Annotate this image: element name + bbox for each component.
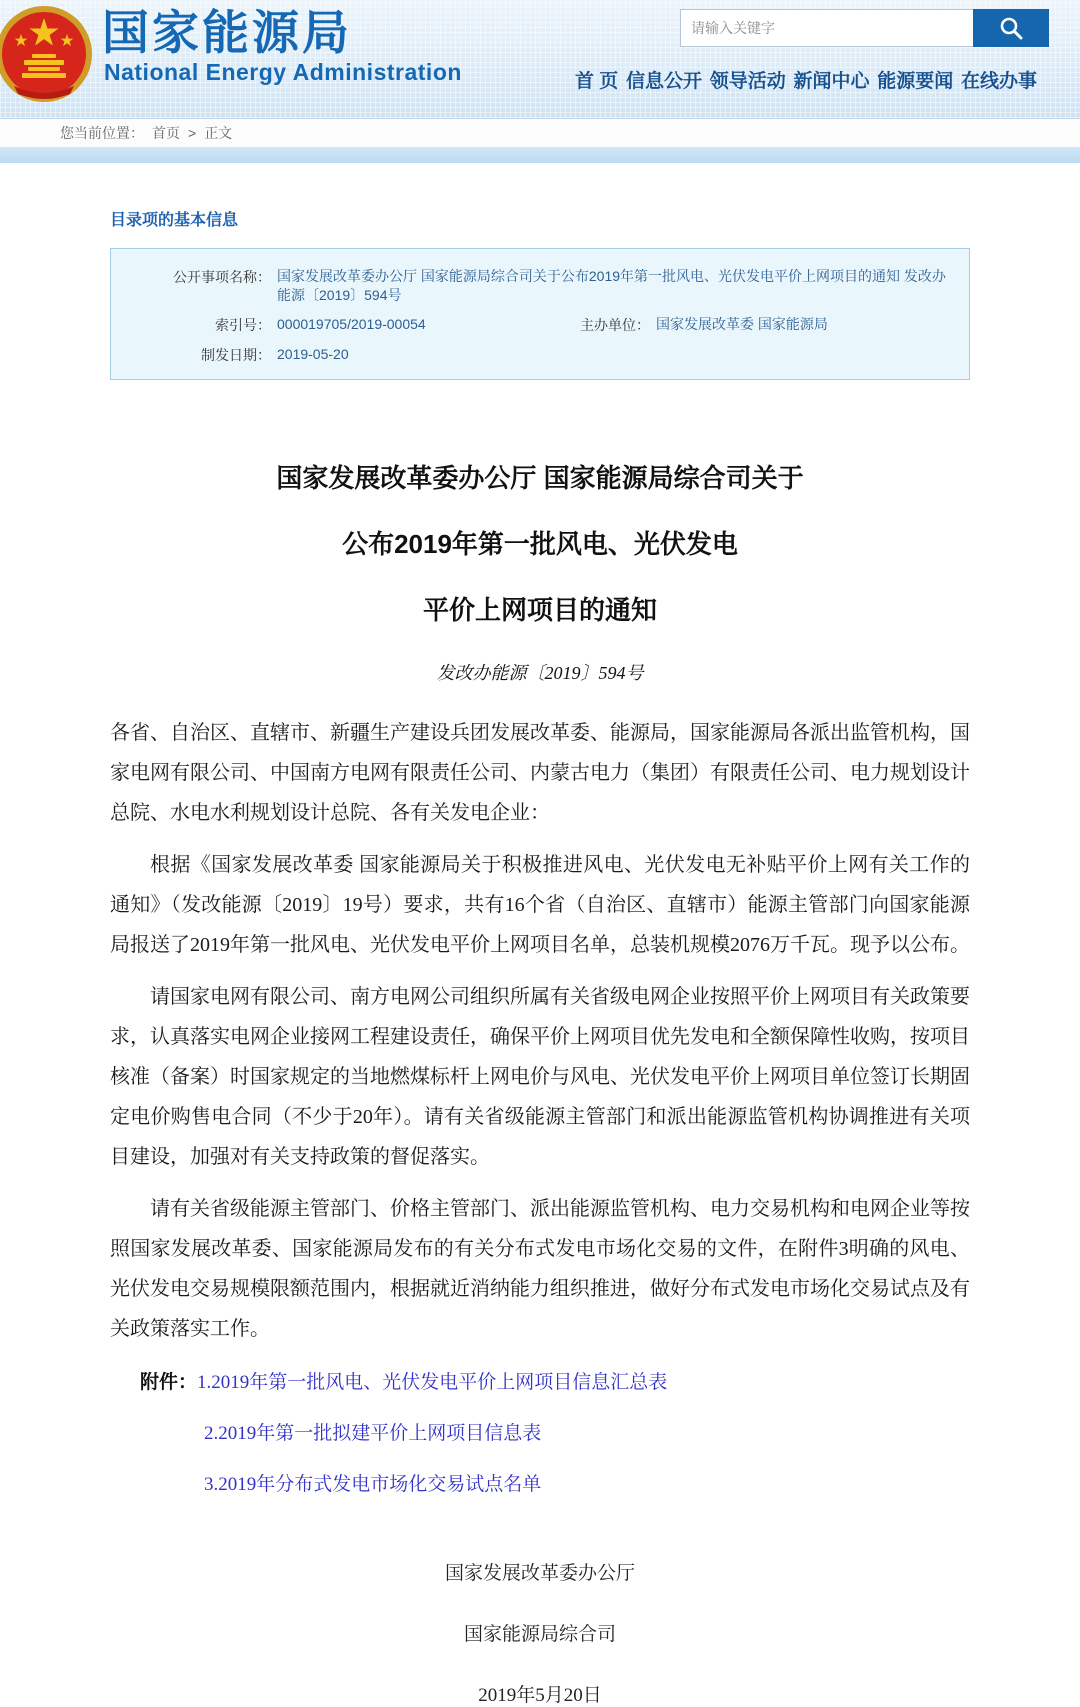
- document-number: 发改办能源〔2019〕594号: [436, 663, 644, 684]
- catalog-org-value: 国家发展改革委 国家能源局: [656, 316, 828, 332]
- catalog-date-value: 2019-05-20: [277, 346, 349, 362]
- document-title-line2: 公布2019年第一批风电、光伏发电: [342, 528, 738, 559]
- catalog-org-group: [540, 315, 969, 335]
- breadcrumb-home-link[interactable]: 首页: [152, 125, 180, 141]
- site-logo[interactable]: [0, 4, 462, 104]
- document-title: [110, 462, 970, 627]
- catalog-org-label: 主办单位：: [580, 317, 650, 333]
- signoff-date: 2019年5月20日: [478, 1685, 602, 1707]
- catalog-index-group: [111, 315, 540, 335]
- attachments-label: 附件：: [140, 1372, 198, 1394]
- attachment-row-1: [140, 1367, 970, 1394]
- paragraph-grid-requirements: 请国家电网有限公司、南方电网公司组织所属有关省级电网企业按照平价上网项目有关政策要求，认真落实电网企业接网工程建设责任，确保平价上网项目优先发电和全额保障性收购，按项目核准（备案）时国家规定的当地燃煤标杆上网电价与风电、光伏发电平价上网项目单位签订长期固定电价购售电合同（不少于20年）。请有关省级能源主管部门和派出能源监管机构协调推进有关项目建设，加强对有关支持政策的督促落实。: [110, 986, 970, 1169]
- catalog-row-name: [111, 267, 969, 305]
- catalog-name-label: 公开事项名称：: [173, 269, 271, 285]
- main-nav: [575, 66, 1037, 93]
- nav-item-energy-news[interactable]: 能源要闻: [877, 71, 954, 92]
- document-title-line1: 国家发展改革委办公厅 国家能源局综合司关于: [276, 463, 804, 493]
- site-header: [0, 0, 1080, 119]
- breadcrumb-separator: >: [188, 125, 197, 141]
- signoff-block: [110, 1558, 970, 1707]
- search-icon: [998, 15, 1024, 41]
- paragraph-addressees: 各省、自治区、直辖市、新疆生产建设兵团发展改革委、能源局，国家能源局各派出监管机构，国家电网有限公司、中国南方电网有限责任公司、内蒙古电力（集团）有限责任公司、电力规划设计总院、水电水利规划设计总院、各有关发电企业：: [110, 722, 970, 825]
- document-title-line3: 平价上网项目的通知: [422, 594, 657, 625]
- breadcrumb-current: 正文: [204, 125, 233, 141]
- catalog-row-date: [111, 345, 969, 365]
- nav-item-leadership[interactable]: 领导活动: [709, 71, 786, 92]
- catalog-index-value: 000019705/2019-00054: [277, 316, 426, 332]
- attachment-link-2[interactable]: 2.2019年第一批拟建平价上网项目信息表: [204, 1423, 542, 1445]
- catalog-heading: 目录项的基本信息: [110, 212, 239, 229]
- paragraph-market-trading: 请有关省级能源主管部门、价格主管部门、派出能源监管机构、电力交易机构和电网企业等按照国家发展改革委、国家能源局发布的有关分布式发电市场化交易的文件，在附件3明确的风电、光伏发电交易规模限额范围内，根据就近消纳能力组织推进，做好分布式发电市场化交易试点及有关政策落实工作。: [110, 1198, 970, 1341]
- nav-item-news-center[interactable]: 新闻中心: [793, 71, 870, 92]
- breadcrumb-label: 您当前位置：: [60, 125, 144, 141]
- main-content: [0, 163, 1080, 1707]
- search-bar: [680, 9, 1049, 47]
- attachment-row-3: [140, 1474, 970, 1496]
- signoff-agency-2: 国家能源局综合司: [463, 1624, 616, 1646]
- signoff-agency-1: 国家发展改革委办公厅: [444, 1563, 635, 1585]
- attachment-row-2: [140, 1423, 970, 1445]
- nav-item-info-disclosure[interactable]: 信息公开: [626, 71, 703, 92]
- attachments-section: [110, 1367, 970, 1496]
- breadcrumb: [0, 119, 1080, 148]
- document-body: [110, 713, 970, 1349]
- catalog-row-index-org: [111, 315, 969, 335]
- catalog-index-label: 索引号：: [215, 317, 271, 333]
- nav-item-home[interactable]: 首 页: [575, 71, 619, 92]
- paragraph-basis: 根据《国家发展改革委 国家能源局关于积极推进风电、光伏发电无补贴平价上网有关工作的通知》（发改能源〔2019〕19号）要求，共有16个省（自治区、直辖市）能源主管部门向国家能源局报送了2019年第一批风电、光伏发电平价上网项目名单，总装机规模2076万千瓦。现予以公布。: [110, 854, 970, 957]
- search-button[interactable]: [973, 9, 1049, 47]
- attachment-link-1[interactable]: 1.2019年第一批风电、光伏发电平价上网项目信息汇总表: [197, 1372, 668, 1394]
- catalog-date-label: 制发日期：: [201, 347, 271, 363]
- site-title: 国家能源局: [102, 6, 352, 59]
- nav-item-online-services[interactable]: 在线办事: [960, 71, 1037, 92]
- attachment-link-3[interactable]: 3.2019年分布式发电市场化交易试点名单: [204, 1474, 542, 1496]
- search-input[interactable]: [680, 9, 973, 47]
- catalog-name-value: 国家发展改革委办公厅 国家能源局综合司关于公布2019年第一批风电、光伏发电平价上网项目的通知 发改办能源〔2019〕594号: [277, 268, 946, 303]
- divider-strip: [0, 148, 1080, 163]
- national-emblem-icon: [0, 4, 94, 104]
- site-subtitle: National Energy Administration: [104, 59, 462, 86]
- catalog-info-box: [110, 248, 970, 380]
